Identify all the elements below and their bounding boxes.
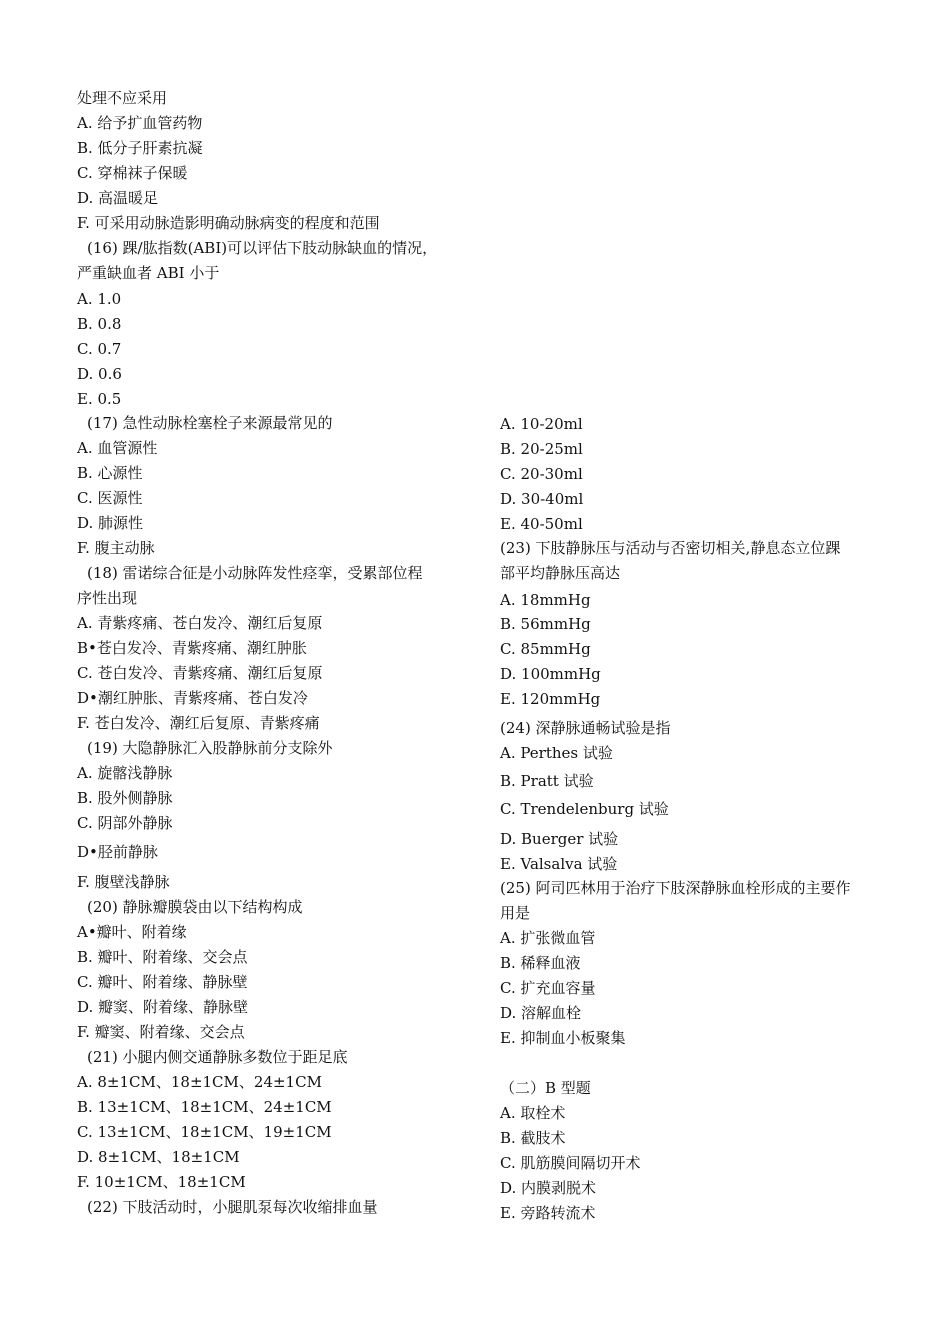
right-text-line: E. 120mmHg bbox=[500, 690, 601, 708]
left-text-line: D•胫前静脉 bbox=[77, 843, 158, 861]
right-text-line: 部平均静脉压高达 bbox=[500, 564, 621, 582]
right-text-line: (25) 阿司匹林用于治疗下肢深静脉血栓形成的主要作 bbox=[500, 879, 851, 897]
right-text-line: D. 溶解血栓 bbox=[500, 1004, 582, 1022]
left-text-line: B•苍白发冷、青紫疼痛、潮红肿胀 bbox=[77, 639, 307, 657]
left-text-line: F. 腹壁浅静脉 bbox=[77, 873, 170, 891]
left-text-line: C. 穿棉袜子保暖 bbox=[77, 164, 188, 182]
left-text-line: (16) 踝/肱指数(ABI)可以评估下肢动脉缺血的情况， bbox=[87, 239, 438, 257]
left-text-line: F. 可采用动脉造影明确动脉病变的程度和范围 bbox=[77, 214, 380, 232]
left-text-line: E. 0.5 bbox=[77, 390, 122, 408]
left-text-line: 严重缺血者 ABI 小于 bbox=[77, 264, 220, 282]
left-text-line: A. 1.0 bbox=[77, 290, 122, 308]
left-text-line: B. 低分子肝素抗凝 bbox=[77, 139, 203, 157]
left-text-line: F. 瓣窦、附着缘、交会点 bbox=[77, 1023, 245, 1041]
left-text-line: A. 旋髂浅静脉 bbox=[77, 764, 173, 782]
right-text-line: A. Perthes 试验 bbox=[500, 744, 613, 762]
left-text-line: D. 8±1CM、18±1CM bbox=[77, 1148, 240, 1166]
right-text-line: 用是 bbox=[500, 904, 531, 922]
left-text-line: D•潮红肿胀、青紫疼痛、苍白发冷 bbox=[77, 689, 308, 707]
left-text-line: D. 肺源性 bbox=[77, 514, 144, 532]
left-text-line: B. 心源性 bbox=[77, 464, 143, 482]
left-text-line: 序性出现 bbox=[77, 589, 138, 607]
left-text-line: B. 0.8 bbox=[77, 315, 122, 333]
left-text-line: A•瓣叶、附着缘 bbox=[77, 923, 187, 941]
right-text-line: E. 抑制血小板聚集 bbox=[500, 1029, 626, 1047]
left-text-line: B. 瓣叶、附着缘、交会点 bbox=[77, 948, 248, 966]
left-text-line: C. 13±1CM、18±1CM、19±1CM bbox=[77, 1123, 332, 1141]
left-text-line: F. 10±1CM、18±1CM bbox=[77, 1173, 246, 1191]
right-text-line: E. Valsalva 试验 bbox=[500, 855, 618, 873]
left-text-line: C. 医源性 bbox=[77, 489, 143, 507]
right-text-line: A. 扩张微血管 bbox=[500, 929, 596, 947]
right-text-line: C. 20-30ml bbox=[500, 465, 583, 483]
right-text-line: C. 85mmHg bbox=[500, 640, 591, 658]
right-text-line: C. 扩充血容量 bbox=[500, 979, 596, 997]
left-text-line: (17) 急性动脉栓塞栓子来源最常见的 bbox=[87, 414, 333, 432]
right-text-line: B. 稀释血液 bbox=[500, 954, 581, 972]
right-text-line: B. Pratt 试验 bbox=[500, 772, 594, 790]
left-text-line: A. 给予扩血管药物 bbox=[77, 114, 203, 132]
right-text-line: D. 100mmHg bbox=[500, 665, 601, 683]
right-text-line: E. 40-50ml bbox=[500, 515, 583, 533]
left-text-line: D. 瓣窦、附着缘、静脉壁 bbox=[77, 998, 249, 1016]
left-text-line: (18) 雷诺综合征是小动脉阵发性痉挛，受累部位程 bbox=[87, 564, 423, 582]
right-text-line: (24) 深静脉通畅试验是指 bbox=[500, 719, 671, 737]
left-text-line: C. 阴部外静脉 bbox=[77, 814, 173, 832]
left-text-line: B. 13±1CM、18±1CM、24±1CM bbox=[77, 1098, 332, 1116]
left-text-line: (20) 静脉瓣膜袋由以下结构构成 bbox=[87, 898, 303, 916]
left-text-line: (19) 大隐静脉汇入股静脉前分支除外 bbox=[87, 739, 333, 757]
left-text-line: B. 股外侧静脉 bbox=[77, 789, 173, 807]
right-text-line: B. 截肢术 bbox=[500, 1129, 566, 1147]
right-text-line: A. 18mmHg bbox=[500, 591, 591, 609]
left-text-line: A. 8±1CM、18±1CM、24±1CM bbox=[77, 1073, 322, 1091]
right-text-line: A. 取栓术 bbox=[500, 1104, 566, 1122]
right-text-line: C. Trendelenburg 试验 bbox=[500, 800, 669, 818]
right-text-line: D. 内膜剥脱术 bbox=[500, 1179, 597, 1197]
left-text-line: A. 青紫疼痛、苍白发冷、潮红后复原 bbox=[77, 614, 323, 632]
left-text-line: D. 高温暖足 bbox=[77, 189, 159, 207]
right-text-line: A. 10-20ml bbox=[500, 415, 583, 433]
left-text-line: (21) 小腿内侧交通静脉多数位于距足底 bbox=[87, 1048, 348, 1066]
right-text-line: C. 肌筋膜间隔切开术 bbox=[500, 1154, 641, 1172]
right-text-line: （二）B 型题 bbox=[500, 1079, 591, 1097]
left-text-line: D. 0.6 bbox=[77, 365, 122, 383]
left-text-line: C. 苍白发冷、青紫疼痛、潮红后复原 bbox=[77, 664, 323, 682]
right-text-line: D. 30-40ml bbox=[500, 490, 584, 508]
left-text-line: 处理不应采用 bbox=[77, 89, 168, 107]
left-text-line: C. 瓣叶、附着缘、静脉壁 bbox=[77, 973, 248, 991]
left-text-line: F. 腹主动脉 bbox=[77, 539, 155, 557]
right-text-line: (23) 下肢静脉压与活动与否密切相关,静息态立位踝 bbox=[500, 539, 841, 557]
left-text-line: C. 0.7 bbox=[77, 340, 122, 358]
right-text-line: B. 20-25ml bbox=[500, 440, 583, 458]
right-text-line: E. 旁路转流术 bbox=[500, 1204, 596, 1222]
left-text-line: (22) 下肢活动时，小腿肌泵每次收缩排血量 bbox=[87, 1198, 378, 1216]
left-text-line: F. 苍白发冷、潮红后复原、青紫疼痛 bbox=[77, 714, 320, 732]
right-text-line: D. Buerger 试验 bbox=[500, 830, 619, 848]
left-text-line: A. 血管源性 bbox=[77, 439, 158, 457]
right-text-line: B. 56mmHg bbox=[500, 615, 591, 633]
